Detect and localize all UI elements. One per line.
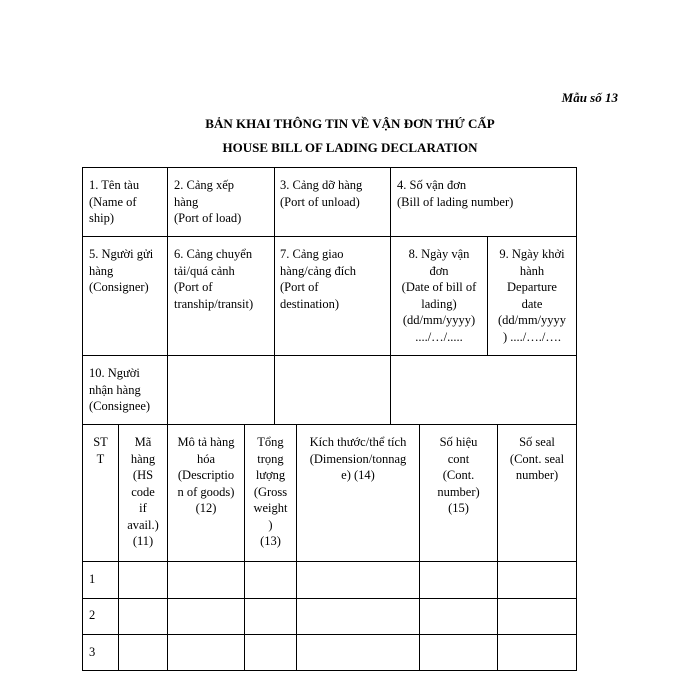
header-line: lượng: [255, 468, 286, 482]
field-port-of-destination: [280, 246, 388, 312]
field-label-line: 10. Người: [89, 366, 140, 380]
header-line: (Descriptio: [177, 468, 235, 482]
header-line: (HS: [132, 468, 154, 482]
field-label-line: ) ..../…./….: [503, 329, 561, 344]
field-label-line: 8. Ngày vận: [408, 247, 470, 261]
field-label-line: Departure: [507, 280, 557, 294]
field-consignee: [89, 365, 165, 415]
header-line: ST: [93, 435, 108, 449]
header-line: (15): [448, 501, 469, 515]
header-line: weight: [253, 501, 288, 515]
header-line: number): [515, 468, 559, 482]
header-line: hóa: [196, 451, 216, 466]
field-label-line: (dd/mm/yyyy: [497, 313, 567, 327]
header-line: (Cont.: [442, 468, 475, 482]
column-header-dimension: [297, 434, 419, 484]
field-label-line: ..../…/.....: [415, 329, 463, 344]
header-line: Tổng: [257, 435, 284, 449]
header-line: n of goods): [177, 484, 235, 499]
header-line: cont: [447, 451, 470, 466]
field-label-line: date: [521, 296, 543, 311]
field-bill-of-lading-date: [391, 246, 487, 345]
header-line: Kích thước/thể tích: [309, 435, 407, 449]
header-line: (Cont. seal: [509, 451, 565, 466]
field-label-line: 7. Cảng giao: [280, 247, 344, 261]
row-number: 2: [89, 608, 96, 622]
header-line: e) (14): [341, 468, 375, 482]
field-label-line: (Name of: [89, 194, 137, 209]
column-header-gross-weight: [245, 434, 296, 550]
header-line: (Gross: [253, 484, 288, 499]
field-label-line: 5. Người gửi: [89, 247, 154, 261]
field-departure-date: [488, 246, 576, 345]
header-line: Số seal: [519, 435, 555, 449]
field-label-line: tranship/transit): [174, 296, 254, 311]
header-line: (11): [132, 534, 154, 548]
title-english: HOUSE BILL OF LADING DECLARATION: [222, 140, 478, 155]
field-label-line: nhận hàng: [89, 382, 141, 397]
header-line: Mô tả hàng: [177, 435, 235, 449]
header-line: number): [437, 484, 480, 499]
field-label-line: (dd/mm/yyyy): [402, 313, 476, 327]
header-line: avail.): [127, 517, 159, 532]
field-label-line: (Port of unload): [280, 194, 360, 209]
field-label-line: (Date of bill of: [401, 280, 477, 294]
field-label-line: lading): [421, 296, 457, 311]
header-line: T: [96, 451, 105, 466]
header-line: Số hiệu: [439, 435, 478, 449]
field-port-of-unload: [280, 177, 388, 210]
form-number: Mẫu số 13: [561, 90, 618, 105]
header-line: (Dimension/tonnag: [309, 451, 407, 466]
header-line: Mã: [134, 435, 152, 449]
row-number: 3: [89, 645, 96, 659]
field-label-line: 4. Số vận đơn: [397, 178, 467, 192]
field-label-line: destination): [280, 296, 340, 311]
field-label-line: (Consignee): [89, 399, 151, 413]
field-label-line: (Port of load): [174, 211, 242, 225]
field-label-line: hàng: [89, 263, 114, 278]
field-label-line: 6. Cảng chuyển: [174, 247, 253, 261]
field-ship-name: [89, 177, 165, 227]
field-port-of-transit: [174, 246, 273, 312]
header-line: code: [131, 484, 155, 499]
column-header-description: [168, 434, 244, 517]
field-label-line: tải/quá cảnh: [174, 263, 235, 278]
field-label-line: hành: [519, 263, 545, 278]
row-number: 1: [89, 572, 96, 586]
field-label-line: (Bill of lading number): [397, 194, 514, 209]
field-label-line: hàng: [174, 194, 199, 209]
field-label-line: 2. Cảng xếp: [174, 178, 235, 192]
header-line: if: [139, 501, 147, 515]
header-line: trọng: [257, 451, 284, 466]
field-port-of-load: [174, 177, 272, 227]
column-header-cont-number: [420, 434, 497, 517]
header-line: ): [268, 517, 273, 532]
field-label-line: 3. Cảng dỡ hàng: [280, 178, 363, 192]
column-header-hs-code: [119, 434, 167, 550]
header-line: hàng: [130, 451, 156, 466]
field-bill-of-lading-number: [397, 177, 575, 210]
field-label-line: hàng/cảng đích: [280, 263, 357, 278]
field-label-line: (Port of: [280, 280, 319, 294]
field-label-line: ship): [89, 211, 114, 225]
field-label-line: (Port of: [174, 280, 213, 294]
header-line: (13): [260, 534, 281, 548]
field-label-line: 1. Tên tàu: [89, 178, 140, 192]
column-header-no: [83, 434, 118, 467]
field-consigner: [89, 246, 165, 296]
field-label-line: (Consigner): [89, 280, 149, 294]
title-vietnamese: BẢN KHAI THÔNG TIN VỀ VẬN ĐƠN THỨ CẤP: [205, 116, 495, 131]
header-line: (12): [195, 501, 217, 515]
column-header-seal-number: [498, 434, 576, 484]
field-label-line: 9. Ngày khởi: [499, 247, 565, 261]
field-label-line: đơn: [429, 263, 449, 278]
